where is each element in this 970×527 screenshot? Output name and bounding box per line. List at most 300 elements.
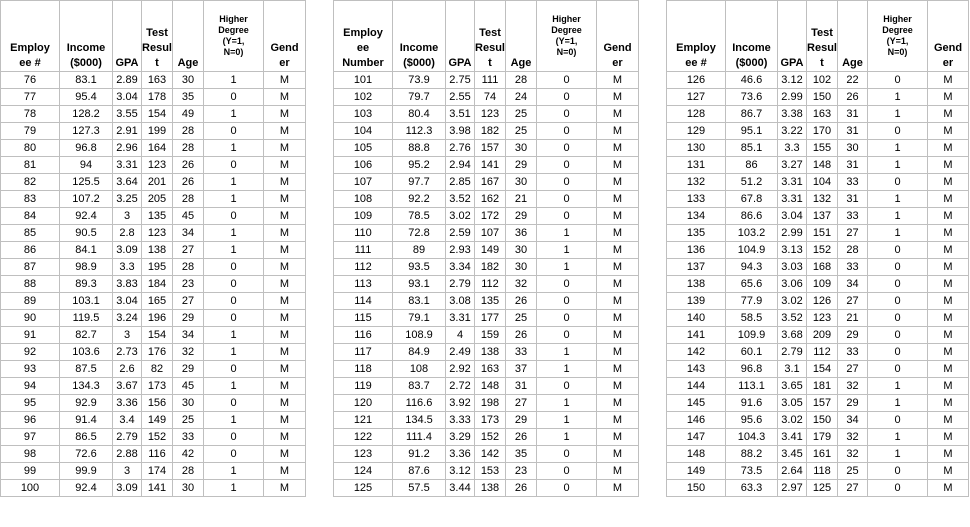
table-cell[interactable]: 0	[868, 412, 928, 429]
column-header[interactable]: Test Resul t	[142, 1, 173, 72]
table-cell[interactable]: 103	[334, 106, 393, 123]
table-cell[interactable]: 45	[173, 208, 204, 225]
table-cell[interactable]: 0	[204, 89, 264, 106]
table-cell[interactable]: M	[928, 327, 969, 344]
table-cell[interactable]: 2.79	[446, 276, 475, 293]
table-cell[interactable]: 27	[838, 225, 868, 242]
table-cell[interactable]: 25	[173, 412, 204, 429]
table-cell[interactable]: 165	[142, 293, 173, 310]
table-cell[interactable]: 118	[334, 361, 393, 378]
table-cell[interactable]: 30	[173, 395, 204, 412]
table-cell[interactable]: 111	[334, 242, 393, 259]
column-header[interactable]: Test Resul t	[807, 1, 838, 72]
table-cell[interactable]: 89	[393, 242, 446, 259]
table-cell[interactable]: 119.5	[60, 310, 113, 327]
table-cell[interactable]: 104.9	[726, 242, 778, 259]
table-cell[interactable]: M	[928, 123, 969, 140]
table-cell[interactable]: 3.4	[113, 412, 142, 429]
table-cell[interactable]: 123	[142, 157, 173, 174]
table-cell[interactable]: 1	[868, 446, 928, 463]
table-cell[interactable]: M	[928, 412, 969, 429]
table-cell[interactable]: 27	[506, 395, 537, 412]
table-cell[interactable]: 152	[807, 242, 838, 259]
table-cell[interactable]: 134.5	[393, 412, 446, 429]
table-cell[interactable]: 93.1	[393, 276, 446, 293]
table-cell[interactable]: 88.8	[393, 140, 446, 157]
table-cell[interactable]: 36	[506, 225, 537, 242]
table-cell[interactable]: 0	[537, 140, 597, 157]
table-cell[interactable]: 3.31	[778, 174, 807, 191]
table-cell[interactable]: 3.13	[778, 242, 807, 259]
table-cell[interactable]: 30	[173, 72, 204, 89]
table-cell[interactable]: 3.68	[778, 327, 807, 344]
table-cell[interactable]: 108.9	[393, 327, 446, 344]
table-cell[interactable]: 2.55	[446, 89, 475, 106]
table-cell[interactable]: 1	[868, 208, 928, 225]
table-cell[interactable]: 80.4	[393, 106, 446, 123]
table-cell[interactable]: 3.27	[778, 157, 807, 174]
table-cell[interactable]: 152	[475, 429, 506, 446]
table-cell[interactable]: 3.36	[113, 395, 142, 412]
table-cell[interactable]: 157	[807, 395, 838, 412]
table-cell[interactable]: 3.06	[778, 276, 807, 293]
table-cell[interactable]: 0	[868, 310, 928, 327]
table-cell[interactable]: 83	[1, 191, 60, 208]
table-cell[interactable]: M	[597, 361, 639, 378]
table-cell[interactable]: 101	[334, 72, 393, 89]
table-cell[interactable]: 123	[334, 446, 393, 463]
table-cell[interactable]: 3.03	[778, 259, 807, 276]
table-cell[interactable]: 113	[334, 276, 393, 293]
table-cell[interactable]: 2.75	[446, 72, 475, 89]
table-cell[interactable]: 163	[475, 361, 506, 378]
column-header[interactable]: Age	[838, 1, 868, 72]
table-cell[interactable]: M	[264, 310, 306, 327]
table-cell[interactable]: M	[264, 242, 306, 259]
table-cell[interactable]: 28	[173, 463, 204, 480]
table-cell[interactable]: 86.5	[60, 429, 113, 446]
table-cell[interactable]: 2.79	[778, 344, 807, 361]
table-cell[interactable]: 122	[334, 429, 393, 446]
table-cell[interactable]: 1	[868, 157, 928, 174]
table-cell[interactable]: 28	[173, 191, 204, 208]
table-cell[interactable]: 93.5	[393, 259, 446, 276]
table-cell[interactable]: 105	[334, 140, 393, 157]
table-cell[interactable]: 26	[173, 157, 204, 174]
table-cell[interactable]: M	[264, 89, 306, 106]
table-cell[interactable]: 30	[838, 140, 868, 157]
table-cell[interactable]: 137	[807, 208, 838, 225]
table-cell[interactable]: 3.09	[113, 480, 142, 497]
table-cell[interactable]: 150	[667, 480, 726, 497]
table-cell[interactable]: 97.7	[393, 174, 446, 191]
table-cell[interactable]: 176	[142, 344, 173, 361]
table-cell[interactable]: 133	[667, 191, 726, 208]
table-cell[interactable]: 182	[475, 259, 506, 276]
table-cell[interactable]: 0	[537, 208, 597, 225]
table-cell[interactable]: M	[597, 429, 639, 446]
table-cell[interactable]: 116	[334, 327, 393, 344]
table-cell[interactable]: 77	[1, 89, 60, 106]
table-cell[interactable]: 135	[667, 225, 726, 242]
table-cell[interactable]: 135	[475, 293, 506, 310]
table-cell[interactable]: 28	[173, 123, 204, 140]
table-cell[interactable]: M	[264, 412, 306, 429]
table-cell[interactable]: 96	[1, 412, 60, 429]
table-cell[interactable]: 34	[173, 225, 204, 242]
table-cell[interactable]: 95.2	[393, 157, 446, 174]
table-cell[interactable]: 29	[506, 157, 537, 174]
table-cell[interactable]: 108	[393, 361, 446, 378]
table-cell[interactable]: 1	[868, 106, 928, 123]
table-cell[interactable]: 0	[868, 327, 928, 344]
table-cell[interactable]: 0	[537, 174, 597, 191]
table-cell[interactable]: 35	[506, 446, 537, 463]
table-cell[interactable]: 76	[1, 72, 60, 89]
table-cell[interactable]: 132	[807, 191, 838, 208]
table-cell[interactable]: 27	[838, 480, 868, 497]
table-cell[interactable]: 118	[807, 463, 838, 480]
table-cell[interactable]: M	[597, 208, 639, 225]
table-cell[interactable]: M	[928, 208, 969, 225]
table-cell[interactable]: M	[928, 140, 969, 157]
table-cell[interactable]: 86	[1, 242, 60, 259]
table-cell[interactable]: 123	[807, 310, 838, 327]
table-cell[interactable]: 58.5	[726, 310, 778, 327]
table-cell[interactable]: M	[597, 242, 639, 259]
table-cell[interactable]: 2.88	[113, 446, 142, 463]
table-cell[interactable]: 172	[475, 208, 506, 225]
table-cell[interactable]: 130	[667, 140, 726, 157]
table-cell[interactable]: 162	[475, 191, 506, 208]
table-cell[interactable]: M	[597, 378, 639, 395]
table-cell[interactable]: 30	[506, 259, 537, 276]
table-cell[interactable]: 107	[334, 174, 393, 191]
table-cell[interactable]: 198	[475, 395, 506, 412]
column-header[interactable]: Higher Degree (Y=1, N=0)	[868, 1, 928, 72]
table-cell[interactable]: 1	[537, 344, 597, 361]
table-cell[interactable]: 1	[537, 225, 597, 242]
table-cell[interactable]: 92.2	[393, 191, 446, 208]
table-cell[interactable]: M	[597, 157, 639, 174]
table-cell[interactable]: 100	[1, 480, 60, 497]
table-cell[interactable]: 89.3	[60, 276, 113, 293]
table-cell[interactable]: 2.8	[113, 225, 142, 242]
table-cell[interactable]: 0	[868, 242, 928, 259]
table-cell[interactable]: 3	[113, 208, 142, 225]
table-cell[interactable]: 152	[142, 429, 173, 446]
table-cell[interactable]: 67.8	[726, 191, 778, 208]
table-cell[interactable]: 3.3	[113, 259, 142, 276]
table-cell[interactable]: 1	[204, 106, 264, 123]
table-cell[interactable]: 148	[807, 157, 838, 174]
table-cell[interactable]: 0	[537, 446, 597, 463]
table-cell[interactable]: 82	[1, 174, 60, 191]
table-cell[interactable]: 3.25	[113, 191, 142, 208]
table-cell[interactable]: 29	[173, 310, 204, 327]
table-cell[interactable]: M	[928, 395, 969, 412]
table-cell[interactable]: 196	[142, 310, 173, 327]
table-cell[interactable]: 33	[506, 344, 537, 361]
table-cell[interactable]: 115	[334, 310, 393, 327]
column-header[interactable]: Higher Degree (Y=1, N=0)	[537, 1, 597, 72]
table-cell[interactable]: 94.3	[726, 259, 778, 276]
table-cell[interactable]: M	[597, 446, 639, 463]
column-header[interactable]: Gend er	[597, 1, 639, 72]
table-cell[interactable]: 1	[204, 72, 264, 89]
table-cell[interactable]: M	[928, 293, 969, 310]
table-cell[interactable]: M	[264, 157, 306, 174]
table-cell[interactable]: 31	[838, 123, 868, 140]
column-header[interactable]: Employ ee #	[1, 1, 60, 72]
table-cell[interactable]: 3.02	[446, 208, 475, 225]
table-cell[interactable]: 28	[173, 259, 204, 276]
column-header[interactable]: Employ ee Number	[334, 1, 393, 72]
table-cell[interactable]: 167	[475, 174, 506, 191]
table-cell[interactable]: 174	[142, 463, 173, 480]
table-cell[interactable]: 199	[142, 123, 173, 140]
table-cell[interactable]: 95.4	[60, 89, 113, 106]
table-cell[interactable]: M	[264, 191, 306, 208]
table-cell[interactable]: 0	[537, 123, 597, 140]
table-cell[interactable]: 138	[142, 242, 173, 259]
table-cell[interactable]: 94	[1, 378, 60, 395]
table-cell[interactable]: 3.12	[446, 463, 475, 480]
table-cell[interactable]: M	[928, 157, 969, 174]
table-cell[interactable]: 3	[113, 463, 142, 480]
table-cell[interactable]: 2.92	[446, 361, 475, 378]
table-cell[interactable]: M	[928, 242, 969, 259]
table-cell[interactable]: 60.1	[726, 344, 778, 361]
table-cell[interactable]: M	[928, 89, 969, 106]
table-cell[interactable]: 33	[838, 344, 868, 361]
table-cell[interactable]: 0	[204, 395, 264, 412]
table-cell[interactable]: 37	[506, 361, 537, 378]
table-cell[interactable]: 156	[142, 395, 173, 412]
table-cell[interactable]: 33	[838, 174, 868, 191]
table-cell[interactable]: 3.36	[446, 446, 475, 463]
table-cell[interactable]: 3.38	[778, 106, 807, 123]
table-cell[interactable]: 0	[868, 123, 928, 140]
table-cell[interactable]: 89	[1, 293, 60, 310]
table-cell[interactable]: 3.3	[778, 140, 807, 157]
table-cell[interactable]: 3.92	[446, 395, 475, 412]
table-cell[interactable]: M	[928, 72, 969, 89]
table-cell[interactable]: 129	[667, 123, 726, 140]
table-cell[interactable]: 1	[537, 242, 597, 259]
table-cell[interactable]: 1	[868, 225, 928, 242]
table-cell[interactable]: 78	[1, 106, 60, 123]
table-cell[interactable]: M	[928, 174, 969, 191]
table-cell[interactable]: 1	[204, 140, 264, 157]
column-header[interactable]: Gend er	[928, 1, 969, 72]
table-cell[interactable]: M	[264, 361, 306, 378]
table-cell[interactable]: 151	[807, 225, 838, 242]
table-cell[interactable]: 27	[838, 361, 868, 378]
table-cell[interactable]: 144	[667, 378, 726, 395]
table-cell[interactable]: 116.6	[393, 395, 446, 412]
table-cell[interactable]: 2.73	[113, 344, 142, 361]
table-cell[interactable]: 103.1	[60, 293, 113, 310]
column-header[interactable]: Age	[173, 1, 204, 72]
table-cell[interactable]: 104	[807, 174, 838, 191]
table-cell[interactable]: 29	[173, 361, 204, 378]
table-cell[interactable]: M	[928, 429, 969, 446]
table-cell[interactable]: 3.33	[446, 412, 475, 429]
table-cell[interactable]: 96.8	[60, 140, 113, 157]
table-cell[interactable]: 3.04	[113, 293, 142, 310]
table-cell[interactable]: 32	[838, 446, 868, 463]
table-cell[interactable]: 104.3	[726, 429, 778, 446]
table-cell[interactable]: 78.5	[393, 208, 446, 225]
table-cell[interactable]: 154	[807, 361, 838, 378]
table-cell[interactable]: M	[597, 89, 639, 106]
table-cell[interactable]: M	[264, 72, 306, 89]
table-cell[interactable]: 46.6	[726, 72, 778, 89]
table-cell[interactable]: 45	[173, 378, 204, 395]
table-cell[interactable]: 26	[173, 174, 204, 191]
table-cell[interactable]: M	[264, 327, 306, 344]
table-cell[interactable]: 3.44	[446, 480, 475, 497]
table-cell[interactable]: 126	[807, 293, 838, 310]
table-cell[interactable]: 95.1	[726, 123, 778, 140]
table-cell[interactable]: 102	[334, 89, 393, 106]
table-cell[interactable]: 95	[1, 395, 60, 412]
table-cell[interactable]: 103.2	[726, 225, 778, 242]
table-cell[interactable]: 87.5	[60, 361, 113, 378]
table-cell[interactable]: 178	[142, 89, 173, 106]
table-cell[interactable]: 86	[726, 157, 778, 174]
table-cell[interactable]: 1	[204, 480, 264, 497]
table-cell[interactable]: 98	[1, 446, 60, 463]
table-cell[interactable]: 125	[807, 480, 838, 497]
table-cell[interactable]: M	[597, 293, 639, 310]
table-cell[interactable]: 30	[506, 174, 537, 191]
column-header[interactable]: GPA	[113, 1, 142, 72]
table-cell[interactable]: 0	[204, 123, 264, 140]
table-cell[interactable]: M	[597, 106, 639, 123]
table-cell[interactable]: 2.85	[446, 174, 475, 191]
table-cell[interactable]: 111	[475, 72, 506, 89]
table-cell[interactable]: 0	[204, 276, 264, 293]
table-cell[interactable]: M	[597, 463, 639, 480]
table-cell[interactable]: M	[928, 276, 969, 293]
table-cell[interactable]: 29	[506, 412, 537, 429]
table-cell[interactable]: 3.02	[778, 293, 807, 310]
table-cell[interactable]: 3.83	[113, 276, 142, 293]
table-cell[interactable]: 35	[173, 89, 204, 106]
table-cell[interactable]: 2.89	[113, 72, 142, 89]
table-cell[interactable]: 2.79	[113, 429, 142, 446]
table-cell[interactable]: 3.45	[778, 446, 807, 463]
table-cell[interactable]: 84.1	[60, 242, 113, 259]
table-cell[interactable]: 79	[1, 123, 60, 140]
table-cell[interactable]: M	[928, 378, 969, 395]
table-cell[interactable]: 3.02	[778, 412, 807, 429]
table-cell[interactable]: 85.1	[726, 140, 778, 157]
table-cell[interactable]: 96.8	[726, 361, 778, 378]
table-cell[interactable]: 2.49	[446, 344, 475, 361]
table-cell[interactable]: M	[928, 446, 969, 463]
table-cell[interactable]: 3.31	[778, 191, 807, 208]
table-cell[interactable]: 103.6	[60, 344, 113, 361]
table-cell[interactable]: 3.31	[446, 310, 475, 327]
table-cell[interactable]: 81	[1, 157, 60, 174]
table-cell[interactable]: 1	[537, 361, 597, 378]
table-cell[interactable]: 107	[475, 225, 506, 242]
table-cell[interactable]: 125.5	[60, 174, 113, 191]
table-cell[interactable]: 97	[1, 429, 60, 446]
table-cell[interactable]: 140	[667, 310, 726, 327]
column-header[interactable]: Higher Degree (Y=1, N=0)	[204, 1, 264, 72]
table-cell[interactable]: 26	[838, 89, 868, 106]
table-cell[interactable]: 1	[537, 395, 597, 412]
table-cell[interactable]: 74	[475, 89, 506, 106]
table-cell[interactable]: 1	[868, 429, 928, 446]
table-cell[interactable]: 0	[204, 208, 264, 225]
table-cell[interactable]: 201	[142, 174, 173, 191]
table-cell[interactable]: 112	[475, 276, 506, 293]
table-cell[interactable]: 112	[807, 344, 838, 361]
table-cell[interactable]: 170	[807, 123, 838, 140]
table-cell[interactable]: 0	[537, 191, 597, 208]
table-cell[interactable]: 26	[506, 327, 537, 344]
table-cell[interactable]: 164	[142, 140, 173, 157]
table-cell[interactable]: 137	[667, 259, 726, 276]
table-cell[interactable]: 99	[1, 463, 60, 480]
table-cell[interactable]: 157	[475, 140, 506, 157]
table-cell[interactable]: 147	[667, 429, 726, 446]
table-cell[interactable]: 26	[506, 429, 537, 446]
table-cell[interactable]: 113.1	[726, 378, 778, 395]
table-cell[interactable]: 21	[506, 191, 537, 208]
table-cell[interactable]: 1	[204, 225, 264, 242]
table-cell[interactable]: M	[264, 225, 306, 242]
table-cell[interactable]: 33	[838, 259, 868, 276]
table-cell[interactable]: 92.4	[60, 480, 113, 497]
table-cell[interactable]: 1	[204, 378, 264, 395]
table-cell[interactable]: 3	[113, 327, 142, 344]
table-cell[interactable]: 128	[667, 106, 726, 123]
column-header[interactable]: Test Resul t	[475, 1, 506, 72]
table-cell[interactable]: 2.97	[778, 480, 807, 497]
table-cell[interactable]: 108	[334, 191, 393, 208]
table-cell[interactable]: 125	[334, 480, 393, 497]
table-cell[interactable]: 116	[142, 446, 173, 463]
table-cell[interactable]: 27	[173, 293, 204, 310]
table-cell[interactable]: 0	[868, 174, 928, 191]
table-cell[interactable]: 3.67	[113, 378, 142, 395]
table-cell[interactable]: 24	[506, 89, 537, 106]
table-cell[interactable]: 2.99	[778, 225, 807, 242]
table-cell[interactable]: 163	[807, 106, 838, 123]
table-cell[interactable]: 33	[838, 208, 868, 225]
table-cell[interactable]: 82.7	[60, 327, 113, 344]
table-cell[interactable]: 0	[204, 429, 264, 446]
table-cell[interactable]: 30	[506, 140, 537, 157]
table-cell[interactable]: 111.4	[393, 429, 446, 446]
table-cell[interactable]: 136	[667, 242, 726, 259]
table-cell[interactable]: 3.29	[446, 429, 475, 446]
table-cell[interactable]: 83.7	[393, 378, 446, 395]
table-cell[interactable]: 0	[537, 327, 597, 344]
table-cell[interactable]: M	[264, 480, 306, 497]
table-cell[interactable]: 3.08	[446, 293, 475, 310]
column-header[interactable]: Income ($000)	[726, 1, 778, 72]
table-cell[interactable]: 3.12	[778, 72, 807, 89]
table-cell[interactable]: 3.52	[446, 191, 475, 208]
column-header[interactable]: Gend er	[264, 1, 306, 72]
